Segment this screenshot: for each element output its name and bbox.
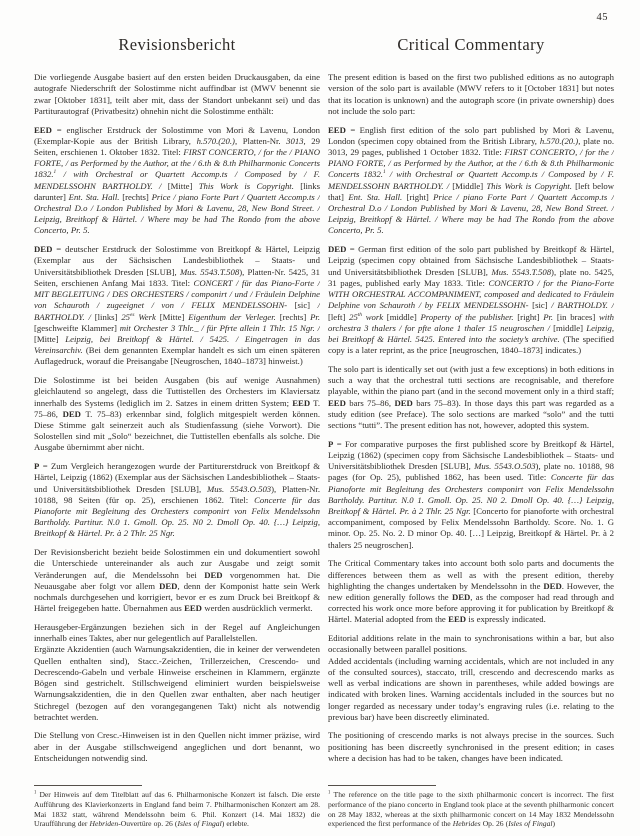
paragraph: Editorial additions relate in the main to synchronisations within a bar, but also occasionally between parallel positions. Added accidentals (including warning accidentals, which are not included in any of the consulted sources), staccato, trill, crescendo and decrescendo marks as well as verbal indications are shown in parentheses, while added bowings are indicated with broken lines. Warning accidentals included in the sources but no longer regarded as necessary under today’s engraving rules (i.e. relating to the previous bar) have been discreetly eliminated.: [328, 633, 614, 722]
footnote-block-english: [328, 785, 614, 832]
column-title-english: Critical Commentary: [397, 35, 545, 54]
paragraph-source-p: P = For comparative purposes the first published score by Breitkopf & Härtel, Leipzig (1862) (specimen copy from Sächsische Landesbibliothek – Staats- und Universitätsbibliothek Dresden [SLUB], Mus. 5543.O.503), plate no. 10188, 98 pages (for Op. 25), published 1862, has been used. Title: Concerte für das Pianoforte mit Begleitung des Orchesters componirt von Felix Mendelssohn Bartholdy. Partitur. N.0 1. Gmoll. Op. 25. N0 2. Dmoll Op. 40. {…} Leipzig, Breitkopf & Härtel. Pr. à 2 Thlr. 25 Ngr. [Concerto for pianoforte with orchestral accompaniment, composed by Felix Mendelssohn Bartholdy. Score. No. 1. G minor. Op. 25. No. 2. D minor Op. 40. […] Leipzig, Breitkopf & Härtel. Pr. à 2 thalers 25 neugroschen].: [328, 438, 614, 550]
paragraph: The solo part is identically set out (with just a few exceptions) in both editions in such a way that the orchestral tutti sections are recognisable, and therefore playable, within the piano part (and in the second movement only in a third staff; EED bars 75–86, DED bars 75–83). In those days this part was regarded as a study edition (see Preface). The solo sections are marked “solo” and the tutti sections “tutti”. The present edition has not, however, adopted this system.: [328, 363, 614, 430]
footnote-rule: [328, 785, 436, 786]
paragraph-source-ded: DED = deutscher Erstdruck der Solostimme von Breitkopf & Härtel, Leipzig (Exemplar aus der Sächsischen Landesbibliothek – Staats- und Universitätsbibliothek Dresden [SLUB], Mus. 5543.T.508), Platten-Nr. 5425, 31 Seiten, erschienen Anfang Mai 1833. Titel: CONCERT / für das Piano-Forte / MIT BEGLEITUNG / DES ORCHESTERS / componirt / und / Fräulein Delphine von Schauroth / zugeeignet / von / FELIX MENDELSSOHN- [sic] / BARTHOLDY. / [links] $25^{es}$ Werk [Mitte] Eigenthum der Verleger. [rechts] Pr. [geschweifte Klammer] mit Orchester 3 Thlr._ / für Pfrte allein 1 Thlr. 15 Ngr. / [Mitte] Leipzig, bei Breitkopf & Härtel. / 5425. / Eingetragen in das Vereinsarchiv. (Bei dem genannten Exemplar handelt es sich um einen späteren Auflagedruck, worauf die Preisangabe [Neugroschen, 1840–1873] hinweist.): [34, 244, 320, 367]
paragraph-source-eed: EED = englischer Erstdruck der Solostimme von Mori & Lavenu, London (Exemplar-Kopie aus der British Library, h.570.(20.), Platten-Nr. 3013, 29 Seiten, erschienen 1. Oktober 1832. Titel: FIRST CONCERTO, / for the / PIANO FORTE, / as Performed by the Author, at the / 6.th & 8.th Philharmonic Concerts 1832.$^1$ / with Orchestral or Quartett Accomp.ts / Composed by / F. MENDELSSOHN BARTHOLDY. / [Mitte] This Work is Copyright. [links darunter] Ent. Sta. Hall. [rechts] Price / piano Forte Part / Quartett Accomp.ts / Orchestral D.o / London Published by Mori & Lavenu, 28, New Bond Street. / Leipzig, Breitkopf & Härtel. / Where may be had The Rondo from the above Concerto, Pr. 5.: [34, 124, 320, 236]
paragraph-source-eed: EED = English first edition of the solo part published by Mori & Lavenu, London (specimen copy obtained from the British Library, h.570.(20.), plate no. 3013, 29 pages, published 1 October 1832. Title: FIRST CONCERTO, / for the / PIANO FORTE, / as Performed by the Author, at the / 6.th & 8.th Philharmonic Concerts 1832.$^1$ / with Orchestral or Quartett Accomp.ts / Composed by / F. MENDELSSOHN BARTHOLDY. / [Middle] This Work is Copyright. [left below that] Ent. Sta. Hall. [right] Price / piano Forte Part / Quartett Accomp.ts / Orchestral D.o / London Published by Mori & Lavenu, 28, New Bond Street. / Leipzig, Breitkopf & Härtel. / Where may be had The Rondo from the above Concerto, Pr. 5.: [328, 124, 614, 236]
paragraph: The present edition is based on the first two published editions as no autograph version of the solo part is available (MWV refers to it [October 1831] but notes that its location is unknown) and the autograph score (in private ownership) does not include the solo part:: [328, 72, 614, 116]
paragraph: Der Revisionsbericht bezieht beide Solostimmen ein und dokumentiert sowohl die Unterschiede untereinander als auch zur Ausgabe und zeigt somit Veränderungen auf, die Mendelssohn bei DED vorgenommen hat. Die Neuausgabe aber folgt vor allem DED, denn der Komponist hatte sein Werk nochmals durchgesehen und korrigiert, bevor er es zum Druck bei Breitkopf & Härtel freigegeben hatte. Übernahmen aus EED werden ausdrücklich vermerkt.: [34, 547, 320, 614]
paragraph: Die vorliegende Ausgabe basiert auf den ersten beiden Druckausgaben, da eine autografe Niederschrift der Solostimme nicht auffindbar ist (MWV benennt sie zwar [Oktober 1831], teilt aber mit, dass der Standort unbekannt sei) und das Partiturautograf (Privatbesitz) ohnehin nicht die Solostimme enthält:: [34, 72, 320, 116]
paragraph: Herausgeber-Ergänzungen beziehen sich in der Regel auf Angleichungen innerhalb eines Taktes, aber nur gelegentlich auf Parallelstellen. Ergänzte Akzidentien (auch Warnungsakzidentien, die in keiner der verwendeten Quellen enthalten sind), Stacc.-Zeichen, Trillerzeichen, Crescendo- und Decrescendo-Gabeln und verbale Hinweise erscheinen in Klammern, ergänzte Bögen sind gestrichelt. Stillschweigend eliminiert wurden beispielsweise Warnungsakzidentien, die in den Quellen zwar enthalten, aber nach heutiger Stichregel (bezogen auf den vorangegangenen Takt) nicht als notwendig betrachtet werden.: [34, 621, 320, 722]
column-german: [34, 28, 320, 832]
column-title-german: Revisionsbericht: [118, 35, 236, 54]
paragraph: Die Solostimme ist bei beiden Ausgaben (bis auf wenige Ausnahmen) gleichlautend so angelegt, dass die Tuttistellen des Orchesters im Klaviersatz innerhalb des Systems (lediglich im 2. Satzes in einem dritten System; EED T. 75–86, DED T. 75–83) erkennbar sind, folglich mitgespielt werden können. Diese Stimme galt seinerzeit auch als Studienfassung (siehe Vorwort). Die Solostellen sind mit „Solo“ bezeichnet, die Tuttistellen ebenfalls als solche. Die Ausgabe übernimmt aber nicht.: [34, 375, 320, 453]
paragraph: Die Stellung von Cresc.-Hinweisen ist in den Quellen nicht immer präzise, wird aber in der Ausgabe stillschweigend angeglichen und dort benannt, wo Entscheidungen notwendig sind.: [34, 730, 320, 763]
paragraph: The positioning of crescendo marks is not always precise in the sources. Such positioning has been discreetly synchronised in the present edition; in cases where a decision has had to be taken, changes have been indicated.: [328, 730, 614, 763]
german-body-text: [34, 72, 320, 771]
footnote-block-german: [34, 785, 320, 832]
page-number: 45: [596, 12, 608, 23]
footnote-text: $^1$ The reference on the title page to the sixth philharmonic concert is incorrect. The first performance of the piano concerto in England took place at the seventh philharmonic concert on 28 May 1832, whereas at the sixth philharmonic concert on 14 May 1832 Mendelssohn experienced the first performance of the Hebrides Op. 26 (Isles of Fingal): [328, 790, 614, 829]
paragraph-source-ded: DED = German first edition of the solo part published by Breitkopf & Härtel, Leipzig (specimen copy obtained from Sächsische Landesbibliothek – Staats- und Universitätsbibliothek Dresden [SLUB], Mus. 5543.T.508), plate no. 5425, 31 pages, published early May 1833. Title: CONCERTO / for the Piano-Forte WITH ORCHESTRAL ACCOMPANIMENT, composed and dedicated to Fräulein Delphine von Schauroth / by FELIX MENDELSSOHN- [sic] / BARTHOLDY. / [left] 25th work [middle] Property of the publisher. [right] Pr. [in braces] with orchestra 3 thalers / for pfte alone 1 thaler 15 neugroschen / [middle] Leipzig, bei Breitkopf & Härtel. 5425. Entered into the society’s archive. (The specified copy is a later reprint, as the price [neugroschen, 1840–1873] indicates.): [328, 244, 614, 356]
two-column-layout: [34, 28, 614, 832]
paragraph-source-p: P = Zum Vergleich herangezogen wurde der Partiturerstdruck von Breitkopf & Härtel, Leipzig (1862) (Exemplar aus der Sächsischen Landesbibliothek – Staats- und Universitätsbibliothek Dresden [SLUB], Mus. 5543.O.503), Platten-Nr. 10188, 98 Seiten (für op. 25), erschienen 1862. Titel: Concerte für das Pianoforte mit Begleitung des Orchesters componirt von Felix Mendelssohn Bartholdy. Partitur. N.0 1. Gmoll. Op. 25. N0 2. Dmoll Op. 40. {…} Leipzig, Breitkopf & Härtel. Pr. à 2 Thlr. 25 Ngr.: [34, 461, 320, 539]
footnote-text: $^1$ Der Hinweis auf dem Titelblatt auf das 6. Philharmonische Konzert ist falsch. Die erste Aufführung des Klavierkonzerts in England fand beim 7. Philharmonischen Konzert am 28. Mai 1832 statt, während Mendelssohn beim 6. Phil. Konzert (14. Mai 1832) die Uraufführung der Hebriden-Ouvertüre op. 26 (Isles of Fingal) erlebte.: [34, 790, 320, 829]
english-body-text: [328, 72, 614, 771]
footnote-rule: [34, 785, 142, 786]
paragraph: The Critical Commentary takes into account both solo parts and documents the differences between them as well as with the present edition, thereby highlighting the changes undertaken by Mendelssohn in the DED. However, the new edition generally follows the DED, as the composer had read through and corrected his work once more before approving it for publication by Breitkopf & Härtel. Material adopted from the EED is expressly indicated.: [328, 558, 614, 625]
column-english: [328, 28, 614, 832]
